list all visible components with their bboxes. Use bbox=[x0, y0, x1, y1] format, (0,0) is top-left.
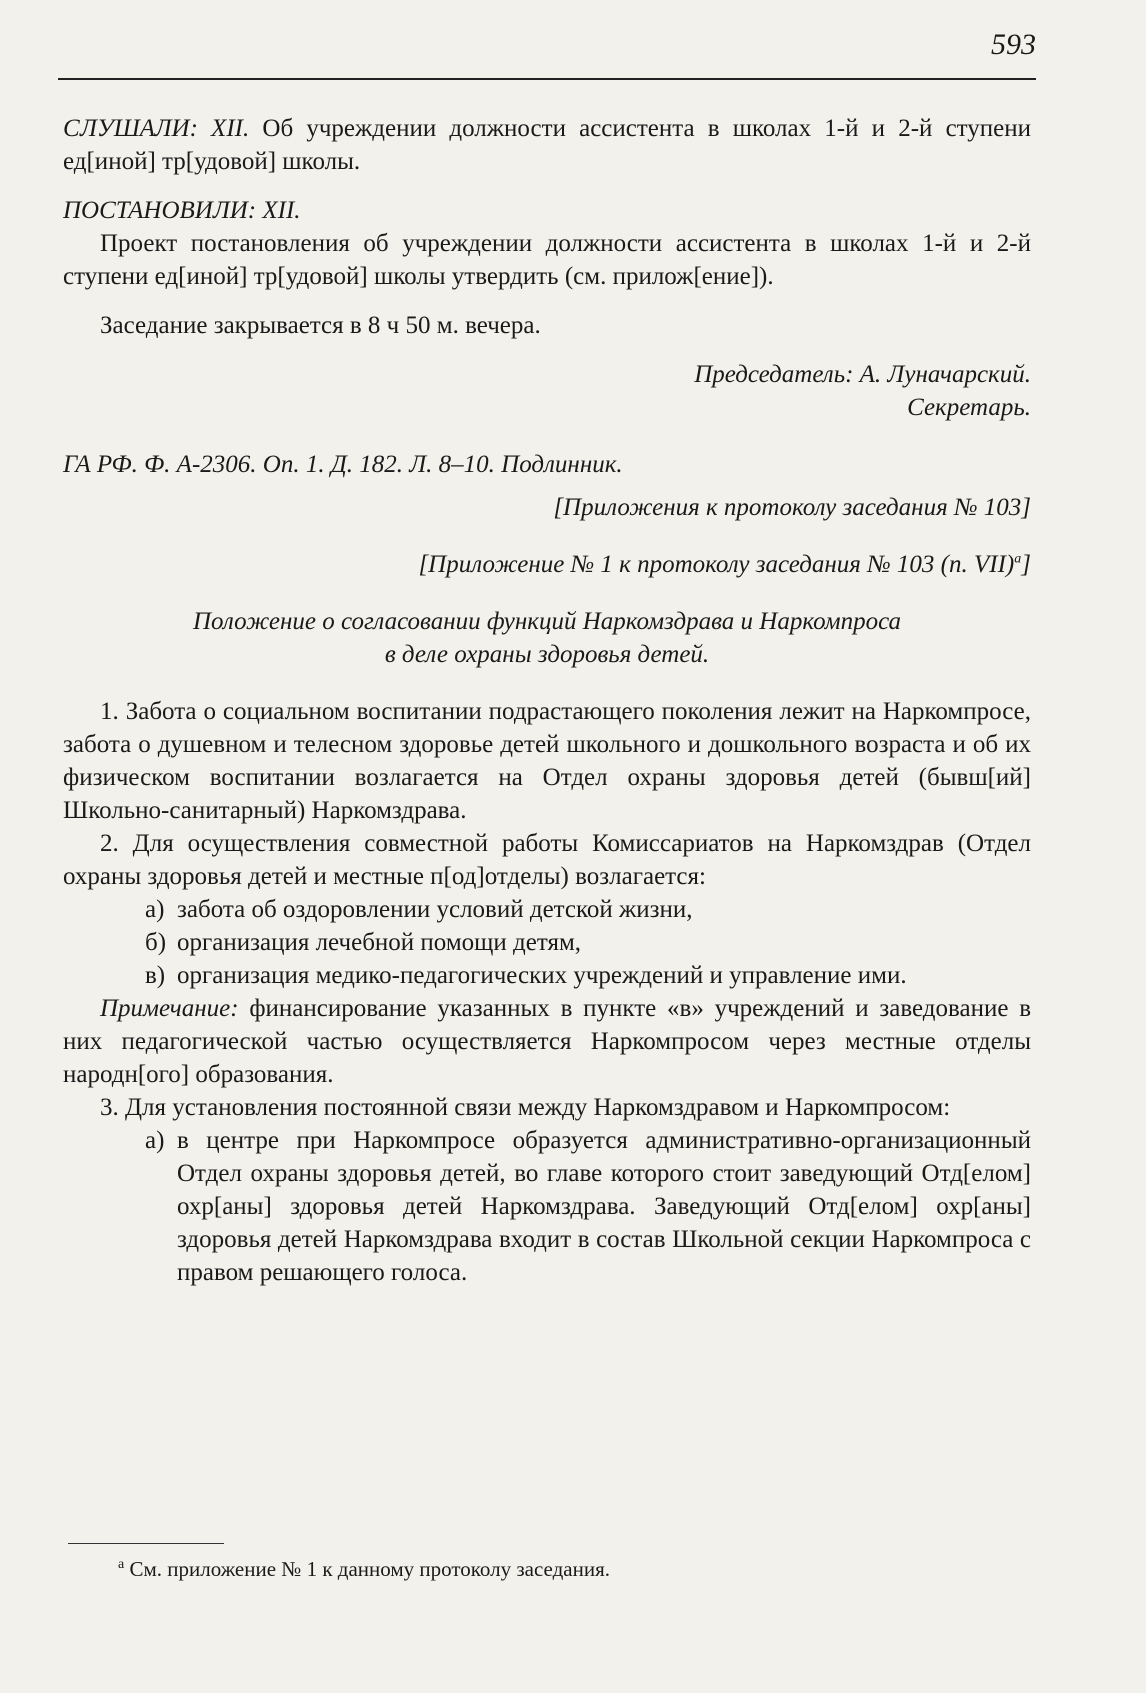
paragraph-1: 1. Забота о социальном воспитании подрастающего поколения лежит на Наркомпросе, забота о душевном и телесном здоровье детей школьного и дошкольного возраста и об их физическом воспитании возлагается на Отдел охраны здоровья детей (бывш[ий] Школьно-санитарный) Наркомздрава. bbox=[63, 698, 1031, 824]
header-rule bbox=[58, 78, 1036, 80]
document-body bbox=[63, 112, 1031, 1289]
list-text: организация медико-педагогических учреждений и управление ими. bbox=[177, 962, 907, 989]
heard-text: Об учреждении должности ассистента в школах 1-й и 2-й ступени ед[иной] тр[удовой] школы. bbox=[63, 115, 1032, 175]
chairman-signature: Председатель: А. Луначарский. bbox=[694, 361, 1031, 388]
resolved-label: ПОСТАНОВИЛИ: XII. bbox=[63, 197, 301, 224]
appendix1-footnote-marker: а bbox=[1014, 551, 1022, 567]
paragraph-3-list bbox=[63, 1124, 1031, 1289]
list-marker: а) bbox=[145, 1127, 165, 1154]
list-text: в центре при Наркомпросе образуется административно-организационный Отдел охраны здоровья детей, во главе которого стоит заведующий Отд[елом] охр[аны] здоровья детей Наркомздрава. Заведующий Отд[елом] охр[аны] здоровья детей Наркомздрава входит в состав Школьной секции Наркомпроса с правом решающего голоса. bbox=[177, 1127, 1031, 1286]
footnote-marker: а bbox=[118, 1557, 125, 1572]
list-item bbox=[145, 926, 1031, 959]
list-marker: в) bbox=[145, 962, 166, 989]
appendices-heading: [Приложения к протоколу заседания № 103] bbox=[553, 494, 1031, 521]
footnote-text: См. приложение № 1 к данному протоколу заседания. bbox=[129, 1557, 610, 1581]
footnote bbox=[118, 1555, 610, 1583]
document-title-line2: в деле охраны здоровья детей. bbox=[384, 641, 710, 668]
appendix1-heading-end: ] bbox=[1021, 551, 1031, 578]
paragraph-2-list bbox=[63, 893, 1031, 992]
archive-reference: ГА РФ. Ф. А-2306. Оп. 1. Д. 182. Л. 8–10. Подлинник. bbox=[63, 451, 623, 478]
note-paragraph bbox=[63, 992, 1031, 1091]
list-item bbox=[145, 1124, 1031, 1289]
list-marker: б) bbox=[145, 929, 167, 956]
appendix1-heading-text: [Приложение № 1 к протоколу заседания № 103 (п. VII) bbox=[418, 551, 1015, 578]
secretary-signature: Секретарь. bbox=[907, 394, 1031, 421]
item-xii-heard bbox=[63, 112, 1031, 178]
heard-label: СЛУШАЛИ: XII. bbox=[63, 115, 250, 142]
list-item bbox=[145, 893, 1031, 926]
paragraph-3: 3. Для установления постоянной связи между Наркомздравом и Наркомпросом: bbox=[100, 1094, 951, 1121]
appendix1-heading bbox=[63, 548, 1031, 581]
list-item bbox=[145, 959, 1031, 992]
list-text: организация лечебной помощи детям, bbox=[177, 929, 582, 956]
closing-text: Заседание закрывается в 8 ч 50 м. вечера. bbox=[100, 312, 541, 339]
footnote-rule bbox=[68, 1543, 224, 1544]
document-title-line1: Положение о согласовании функций Наркомздрава и Наркомпроса bbox=[192, 608, 902, 635]
note-label: Примечание: bbox=[100, 995, 239, 1022]
list-text: забота об оздоровлении условий детской жизни, bbox=[177, 896, 693, 923]
note-text: финансирование указанных в пункте «в» учреждений и заведование в них педагогической частью осуществляется Наркомпросом через местные отделы народн[ого] образования. bbox=[63, 995, 1032, 1088]
list-marker: а) bbox=[145, 896, 165, 923]
paragraph-2: 2. Для осуществления совместной работы Комиссариатов на Наркомздрав (Отдел охраны здоровья детей и местные п[од]отделы) возлагается: bbox=[63, 830, 1031, 890]
page-number: 593 bbox=[991, 28, 1036, 61]
resolved-text: Проект постановления об учреждении должности ассистента в школах 1-й и 2-й ступени ед[иной] тр[удовой] школы утвердить (см. прилож[ение]). bbox=[63, 230, 1031, 290]
